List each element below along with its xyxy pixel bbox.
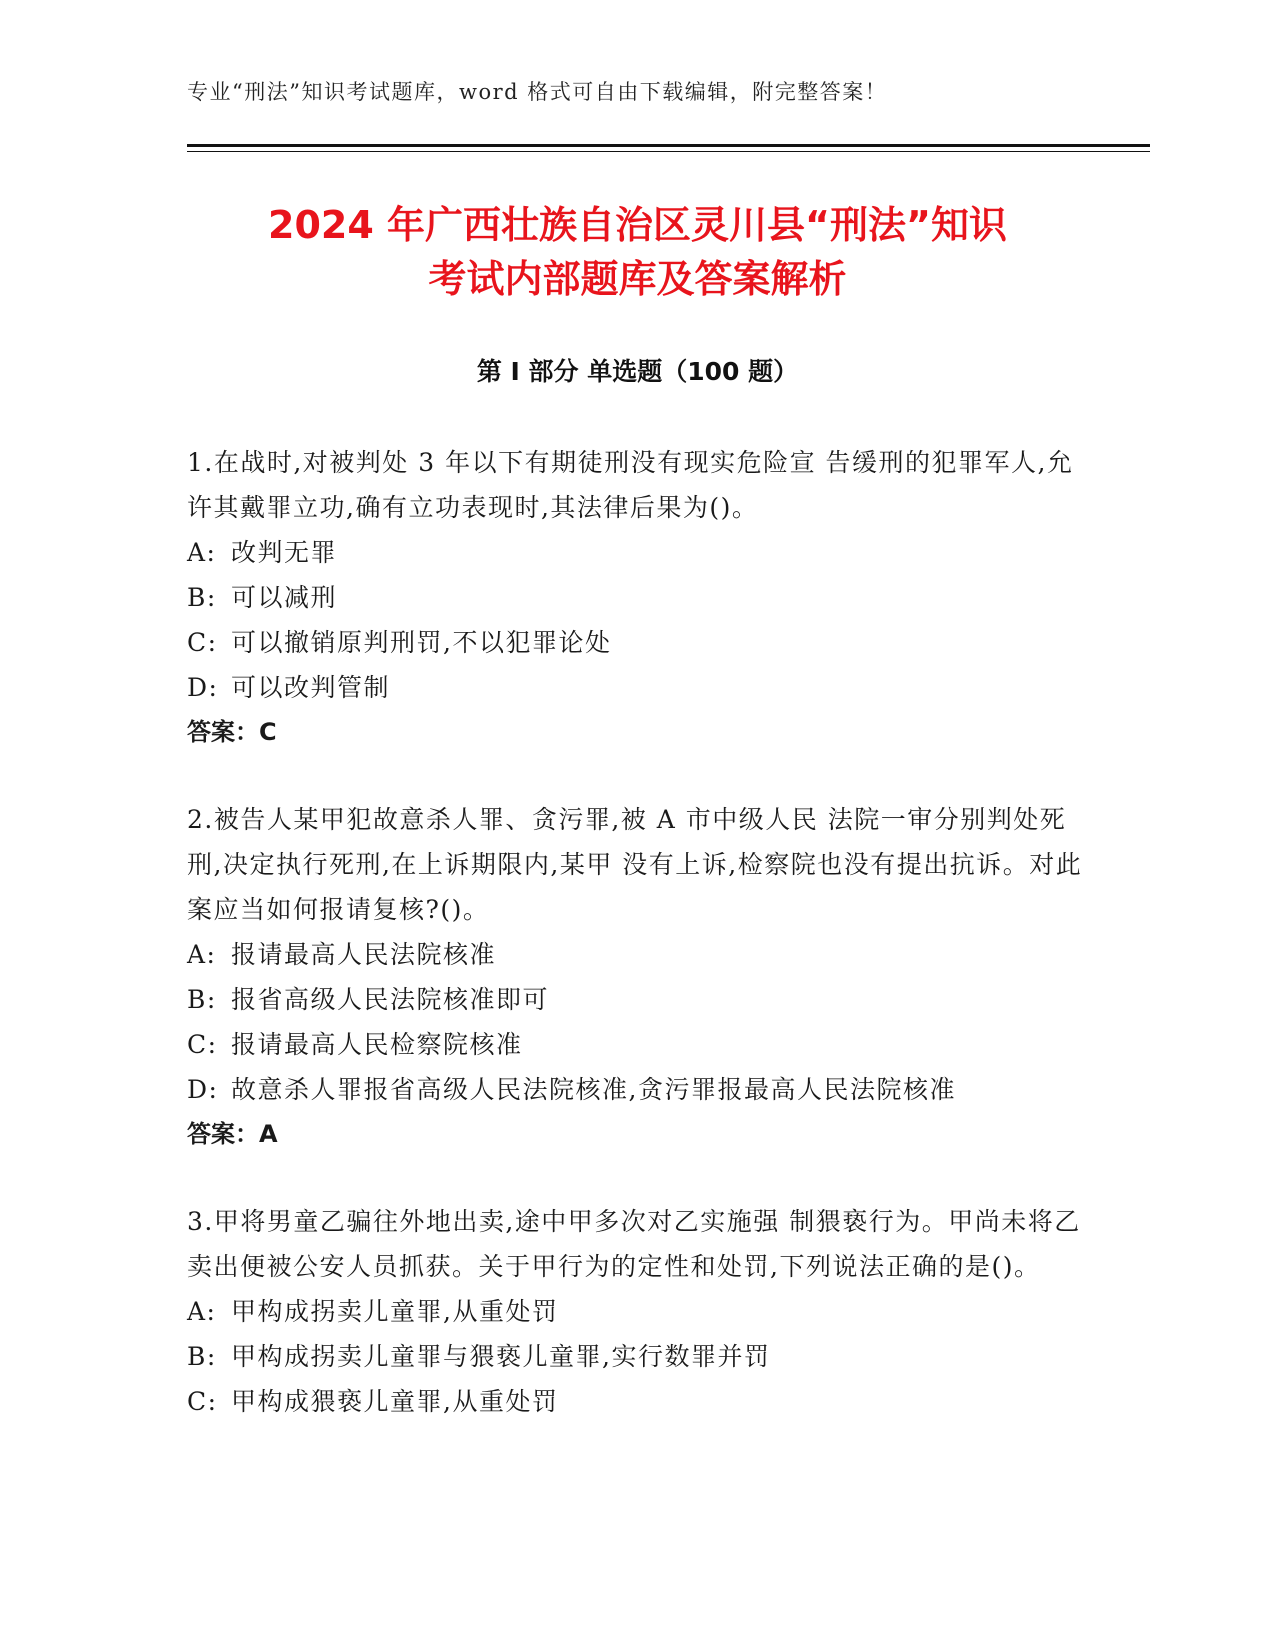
answer: 答案：C — [187, 718, 277, 746]
option-b — [187, 575, 1087, 620]
option-letter: B: — [187, 1342, 217, 1371]
option-a — [187, 1289, 1087, 1334]
option-a — [187, 530, 1087, 575]
option-letter: C: — [187, 1387, 218, 1416]
question-1 — [187, 440, 1087, 755]
option-text: 甲构成猥亵儿童罪,从重处罚 — [231, 1387, 559, 1416]
header-note: 专业“刑法”知识考试题库，word 格式可自由下载编辑，附完整答案！ — [187, 80, 888, 104]
option-d — [187, 1067, 1087, 1112]
option-text: 改判无罪 — [231, 538, 338, 567]
option-text: 报省高级人民法院核准即可 — [231, 985, 550, 1014]
option-c — [187, 1379, 1087, 1424]
question-stem: 2.被告人某甲犯故意杀人罪、贪污罪,被 A 市中级人民 法院一审分别判处死刑,决定执行死刑,在上诉期限内,某甲 没有上诉,检察院也没有提出抗诉。对此案应当如何报请复核?()。 — [187, 805, 1083, 924]
option-b — [187, 1334, 1087, 1379]
question-2 — [187, 797, 1087, 1157]
header-rule-thin — [187, 151, 1150, 152]
option-letter: D: — [187, 673, 219, 702]
option-letter: D: — [187, 1075, 219, 1104]
option-text: 可以减刑 — [231, 583, 338, 612]
question-3 — [187, 1199, 1087, 1424]
option-b — [187, 977, 1087, 1022]
option-text: 甲构成拐卖儿童罪与猥亵儿童罪,实行数罪并罚 — [231, 1342, 771, 1371]
option-text: 可以撤销原判刑罚,不以犯罪论处 — [231, 628, 612, 657]
option-text: 报请最高人民法院核准 — [231, 940, 497, 969]
option-d — [187, 665, 1087, 710]
option-text: 故意杀人罪报省高级人民法院核准,贪污罪报最高人民法院核准 — [231, 1075, 956, 1104]
document-title — [150, 198, 1125, 306]
option-c — [187, 1022, 1087, 1067]
option-letter: A: — [187, 538, 217, 567]
title-line-2: 考试内部题库及答案解析 — [428, 257, 847, 301]
option-letter: C: — [187, 628, 218, 657]
question-stem: 1.在战时,对被判处 3 年以下有期徒刑没有现实危险宣 告缓刑的犯罪军人,允许其戴罪立功,确有立功表现时,其法律后果为()。 — [187, 448, 1074, 522]
option-letter: C: — [187, 1030, 218, 1059]
section-heading: 第 I 部分 单选题（100 题） — [476, 357, 799, 386]
option-c — [187, 620, 1087, 665]
question-list — [187, 440, 1087, 1466]
title-line-1: 2024 年广西壮族自治区灵川县“刑法”知识 — [268, 203, 1007, 247]
answer: 答案：A — [187, 1120, 278, 1148]
option-a — [187, 932, 1087, 977]
question-stem: 3.甲将男童乙骗往外地出卖,途中甲多次对乙实施强 制猥亵行为。甲尚未将乙卖出便被公安人员抓获。关于甲行为的定性和处罚,下列说法正确的是()。 — [187, 1207, 1081, 1281]
option-letter: A: — [187, 1297, 217, 1326]
option-text: 可以改判管制 — [231, 673, 391, 702]
option-text: 报请最高人民检察院核准 — [231, 1030, 523, 1059]
option-letter: A: — [187, 940, 217, 969]
header-rule-thick — [187, 144, 1150, 147]
option-letter: B: — [187, 985, 217, 1014]
option-letter: B: — [187, 583, 217, 612]
option-text: 甲构成拐卖儿童罪,从重处罚 — [231, 1297, 559, 1326]
